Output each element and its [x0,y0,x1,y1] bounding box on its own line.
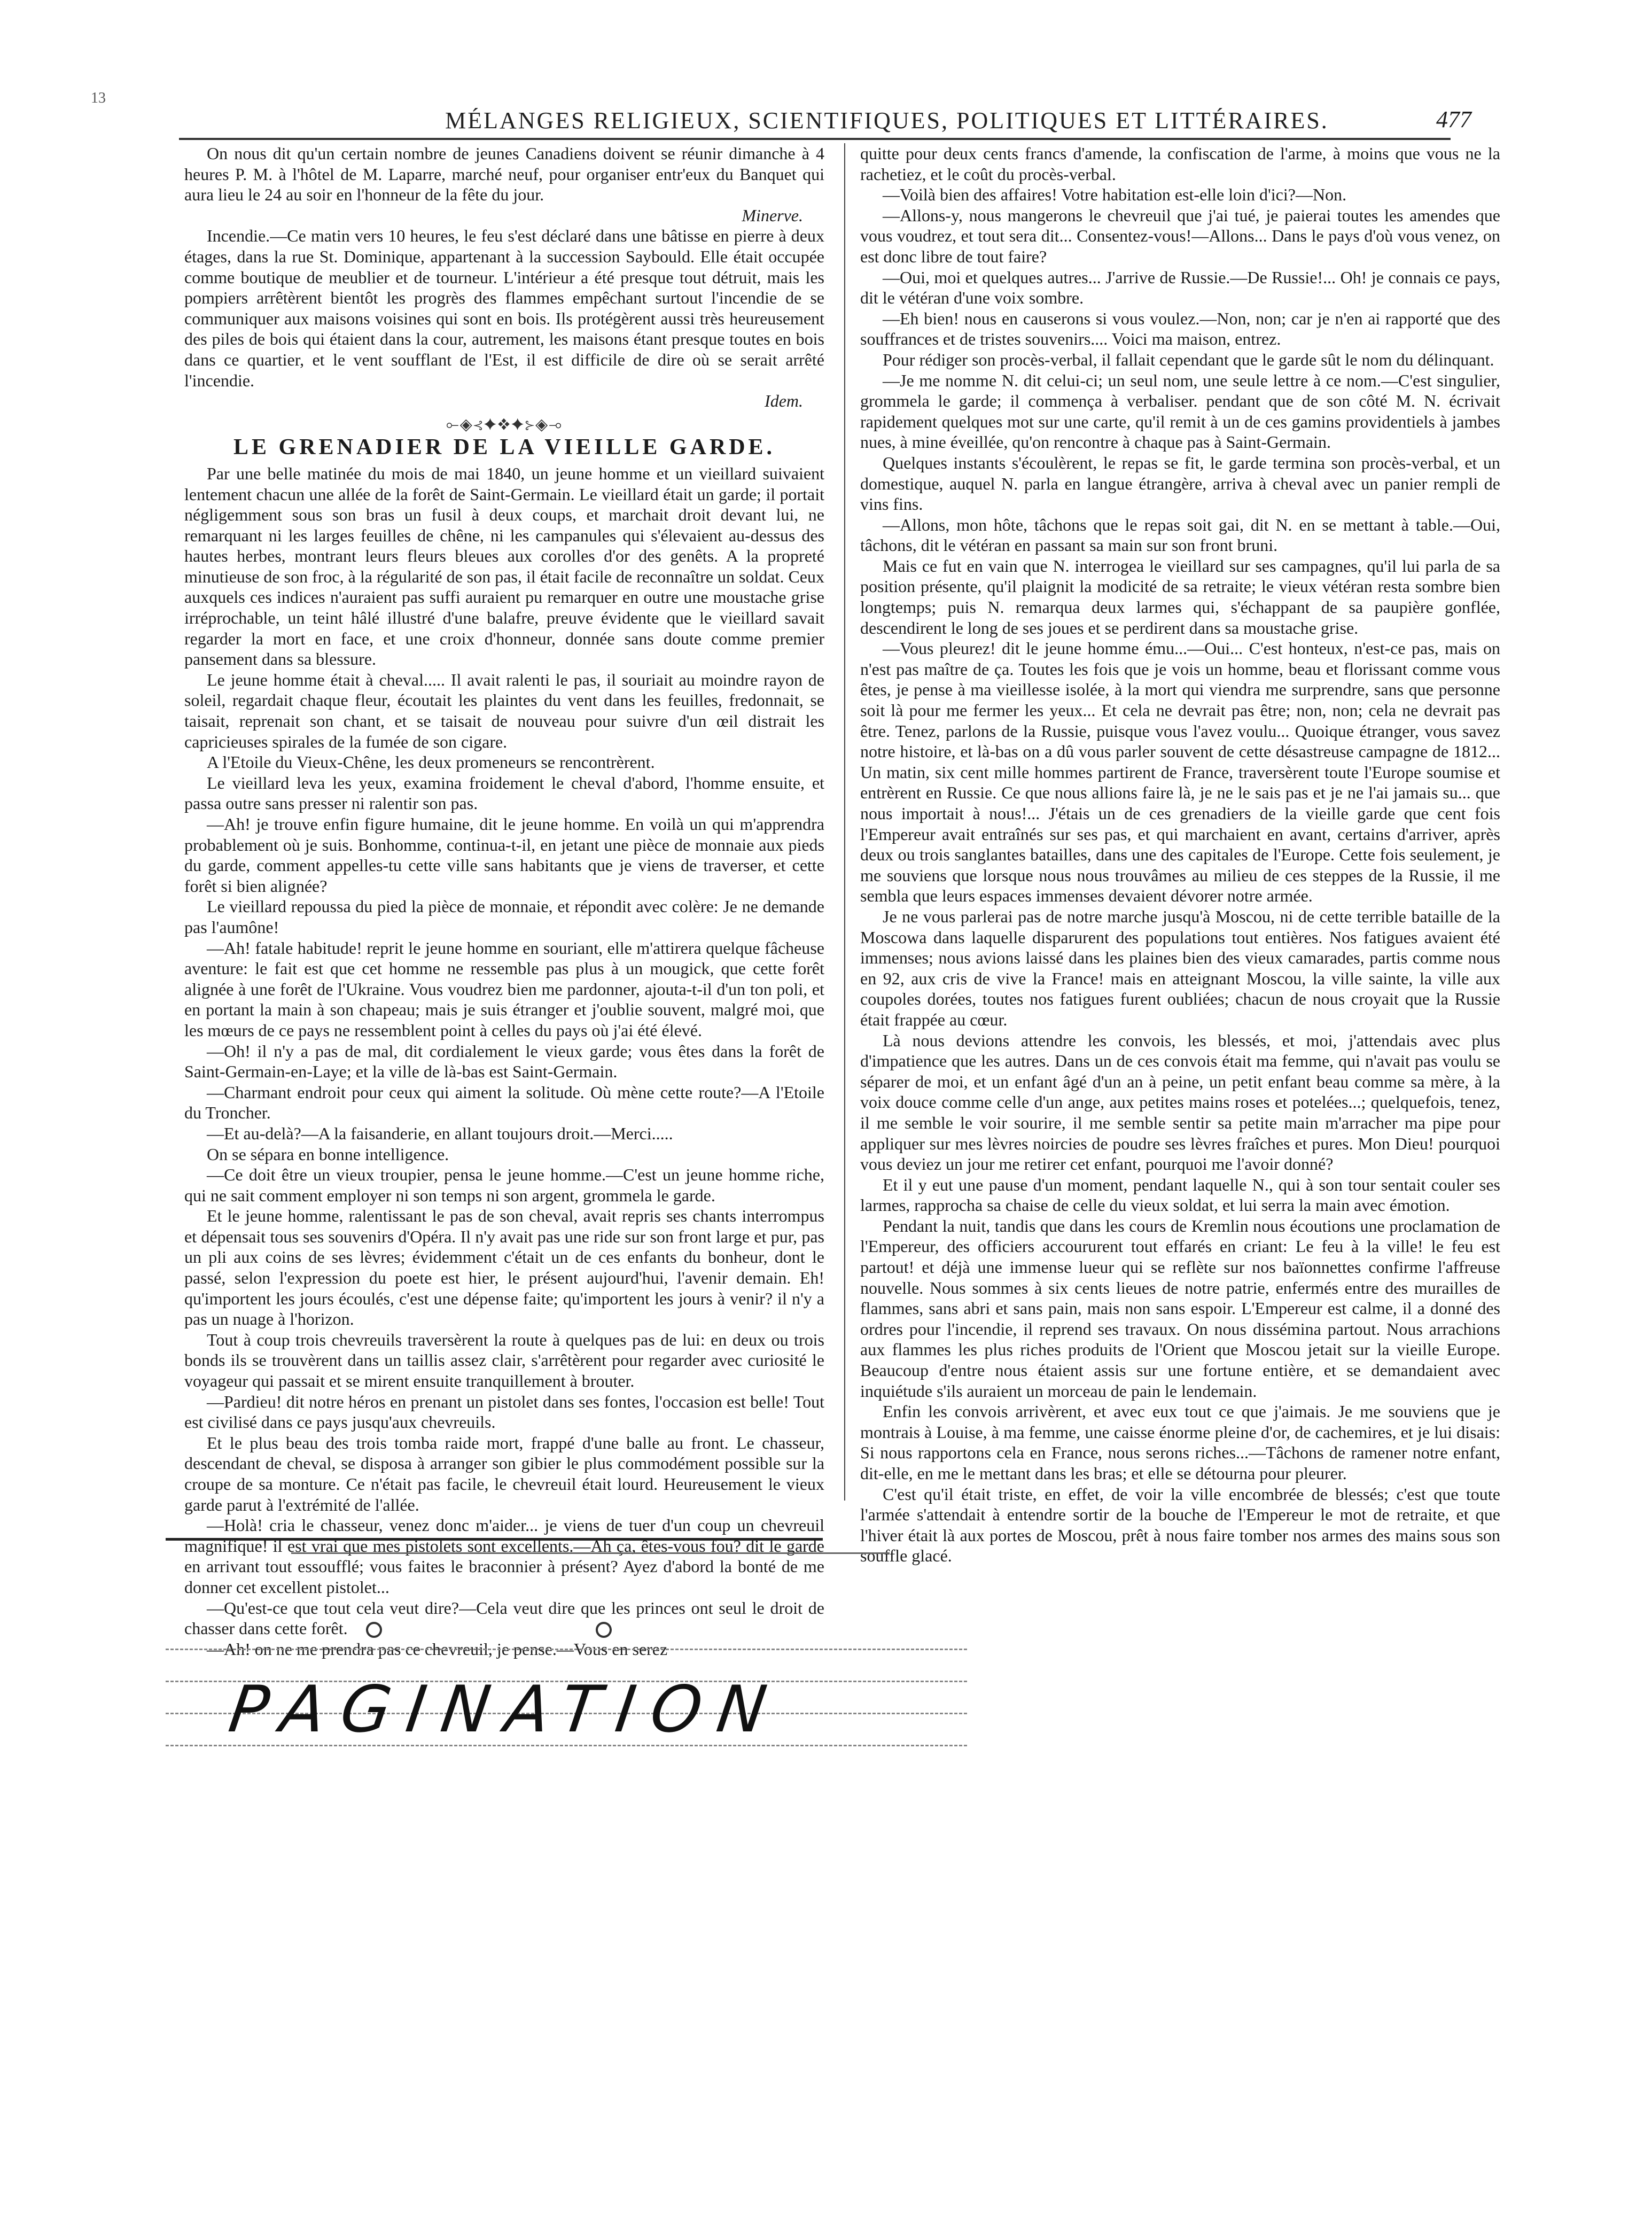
stamp-circle-left [366,1622,382,1638]
footer-rule [166,1538,823,1541]
article-paragraph: Et il y eut une pause d'un moment, pendant laquelle N., qui à son tour sentait couler ses larmes, rapprocha sa chaise de celle du vieux soldat, et lui serra la main avec émotion. [860,1175,1500,1215]
article-paragraph: A l'Etoile du Vieux-Chêne, les deux promeneurs se rencontrèrent. [207,752,655,772]
article-paragraph: quitte pour deux cents francs d'amende, la confiscation de l'arme, à moins que vous ne la rachetiez, et le coût du procès-verbal. [860,144,1500,184]
article-paragraph: Le jeune homme était à cheval..... Il avait ralenti le pas, il souriait au moindre rayon de soleil, regardait chaque fleur, écoutait les plaintes du vent dans les feuilles, fredonnait, se taisait, reprenait son chant, et se taisait de nouveau pour suivre d'un œil distrait les capricieuses spirales de la fumée de son cigare. [184,670,824,751]
article-paragraph: Par une belle matinée du mois de mai 1840, un jeune homme et un vieillard suivaient lentement chacun une allée de la forêt de Saint-Germain. Le vieillard était un garde; il portait négligemment sous son bras un fusil à deux coups, et marchait droit devant lui, ne remarquant ni les larges feuilles de chêne, ni les campanules qui s'élevaient au-dessus des hautes herbes, montrant leurs fleurs bleues aux corolles d'or des genêts. A la propreté minutieuse de son froc, à la régularité de son pas, il était facile de reconnaître un soldat. Ceux auxquels ces indices n'auraient pas suffi auraient pu remarquer en outre une moustache grise irréprochable, un teint hâlé illustré d'une balafre, preuve évidente que le vieillard savait regarder la mort en face, et une croix d'honneur, donnée sans doute comme premier pansement dans sa blessure. [184,463,824,669]
article-paragraph: Là nous devions attendre les convois, les blessés, et moi, j'attendais avec plus d'impatience que les autres. Dans un de ces convois était ma femme, qui n'avait pas voulu se séparer de moi, et un enfant âgé d'un an à peine, un petit enfant beau comme sa mère, à la voix douce comme celle d'un ange, aux petites mains roses et potelées...; quelquefois, tenez, il me semble le voir sourire, il me semble sentir sa petite main m'arracher ma pipe pour appliquer sur mes lèvres noircies de poudre ses lèvres fraîches et pures. Mon Dieu! pourquoi vous deviez un jour me retirer cet enfant, pourquoi me l'avoir donné? [860,1030,1500,1174]
page-number: 477 [1436,106,1471,133]
header-rule [179,138,1451,140]
article-paragraph: —Allons, mon hôte, tâchons que le repas soit gai, dit N. en se mettant à table.—Oui, tâchons, dit le vétéran en passant sa main sur son front bruni. [860,515,1500,555]
article-paragraph: —Holà! cria le chasseur, venez donc m'aider... je viens de tuer d'un coup un chevreuil magnifique! il est vrai que mes pistolets sont excellents.—Ah ça, êtes-vous fou? dit le garde en arrivant tout essoufflé; vous faites le braconnier à présent? Ayez d'abord la bonté de me donner cet excellent pistolet... [184,1515,824,1597]
article-paragraph: —Ah! fatale habitude! reprit le jeune homme en souriant, elle m'attirera quelque fâcheuse aventure: le fait est que cet homme ne ressemble pas plus à un mougick, que cette forêt alignée à une forêt de l'Ukraine. Vous voudrez bien me pardonner, ajouta-t-il d'un ton poli, et en portant la main à son chapeau; mais je suis étranger et j'oublie souvent, malgré moi, que les mœurs de ce pays ne ressemblent point à celles du pays où j'ai été élevé. [184,938,824,1040]
notice-banquet: On nous dit qu'un certain nombre de jeunes Canadiens doivent se réunir dimanche à 4 heures P. M. à l'hôtel de M. Laparre, marché neuf, pour organiser entr'eux du Banquet qui aura lieu le 24 au soir en l'honneur de la fête du jour. [184,144,824,205]
article-paragraph: —Ce doit être un vieux troupier, pensa le jeune homme.—C'est un jeune homme riche, qui ne sait comment employer ni son temps ni son argent, grommela le garde. [184,1165,824,1205]
running-header: MÉLANGES RELIGIEUX, SCIENTIFIQUES, POLITIQUES ET LITTÉRAIRES. [445,107,1329,134]
notice-signature-idem: Idem. [765,391,803,411]
article-paragraph: —Oui, moi et quelques autres... J'arrive de Russie.—De Russie!... Oh! je connais ce pays, dit le vétéran d'une voix sombre. [860,267,1500,308]
article-paragraph: C'est qu'il était triste, en effet, de voir la ville encombrée de blessés; c'est que toute l'armée s'attendait à entendre sortir de la bouche de l'Empereur le mot de retraite, et que l'hiver était là aux portes de Moscou, prêt à nous faire tomber nos armes des mains sous son souffle glacé. [860,1484,1500,1566]
article-paragraph: —Charmant endroit pour ceux qui aiment la solitude. Où mène cette route?—A l'Etoile du Troncher. [184,1082,824,1123]
article-paragraph: Pour rédiger son procès-verbal, il fallait cependant que le garde sût le nom du délinquant. [883,349,1494,369]
article-paragraph: Le vieillard leva les yeux, examina froidement le cheval d'abord, l'homme ensuite, et passa outre sans presser ni ralentir son pas. [184,773,824,813]
article-paragraph: —Ah! on ne me prendra pas ce chevreuil, je pense.—Vous en serez [207,1639,668,1659]
notice-incendie: Incendie.—Ce matin vers 10 heures, le feu s'est déclaré dans une bâtisse en pierre à deux étages, dans la rue St. Dominique, appartenant à la succession Saybould. Elle était occupée comme boutique de meublier et de tourneur. L'intérieur a été presque tout détruit, mais les pompiers arrêtèrent bientôt les progrès des flammes empêchant surtout l'incendie de se communiquer aux maisons voisines qui sont en bois. Ils protégèrent aussi très heureusement des piles de bois qui étaient dans la cour, autrement, les maisons étant presque toutes en bois dans ce quartier, et le vent soufflant de l'Est, il est difficile de dire où se serait arrêté l'incendie. [184,226,824,390]
footer-rule-secondary [291,1552,890,1554]
ornament-divider: ⟜◈⊰✦❖✦⊱◈⊸ [446,415,563,433]
article-paragraph: —Ah! je trouve enfin figure humaine, dit le jeune homme. En voilà un qui m'apprendra probablement où je suis. Bonhomme, continua-t-il, en jetant une pièce de monnaie aux pieds du garde, comment appelles-tu cette ville sans habitants que je viens de traverser, et cette forêt si bien alignée? [184,814,824,896]
corner-mark: 13 [91,90,106,106]
left-column [184,143,824,1659]
article-paragraph: On se sépara en bonne intelligence. [207,1144,449,1164]
article-paragraph: Tout à coup trois chevreuils traversèrent la route à quelques pas de lui: en deux ou trois bonds ils se trouvèrent dans un taillis assez clair, s'arrêtèrent pour regarder avec curiosité le voyageur qui passait et se mirent ensuite tranquillement à brouter. [184,1330,824,1391]
stamp-circle-right [596,1622,612,1638]
article-paragraph: —Et au-delà?—A la faisanderie, en allant toujours droit.—Merci..... [207,1123,673,1143]
article-paragraph: Pendant la nuit, tandis que dans les cours de Kremlin nous écoutions une proclamation de l'Empereur, des officiers accoururent tout effarés en criant: Le feu à la ville! le feu est partout! et déjà une immense lueur qui se reflète sur nos baïonnettes confirme l'affreuse nouvelle. Nous sommes à six cents lieues de notre patrie, enfermés entre des murailles de flammes, sans abri et sans pain, mais non sans espoir. L'Empereur est calme, il a donné des ordres pour l'incendie, il reprend ses travaux. On nous dissémina partout. Nous arrachions aux flammes les plus riches produits de l'Orient que Moscou jetait sur la vieille Europe. Beaucoup d'entre nous étaient assis sur une fortune entière, et se demandaient avec inquiétude s'ils auraient un morceau de pain le lendemain. [860,1216,1500,1401]
article-paragraph: —Pardieu! dit notre héros en prenant un pistolet dans ses fontes, l'occasion est belle! Tout est civilisé dans ce pays jusqu'aux chevreuils. [184,1392,824,1432]
article-title: LE GRENADIER DE LA VIEILLE GARDE. [233,435,776,460]
article-paragraph: —Voilà bien des affaires! Votre habitation est-elle loin d'ici?—Non. [883,185,1347,205]
article-paragraph: —Oh! il n'y a pas de mal, dit cordialement le vieux garde; vous êtes dans la forêt de Saint-Germain-en-Laye; et la ville de là-bas est Saint-Germain. [184,1041,824,1082]
article-paragraph: —Qu'est-ce que tout cela veut dire?—Cela veut dire que les princes ont seul le droit de chasser dans cette forêt. [184,1598,824,1638]
article-paragraph: —Je me nomme N. dit celui-ci; un seul nom, une seule lettre à ce nom.—C'est singulier, grommela le garde; il commença à verbaliser. pendant que de son côté M. N. écrivait rapidement quelques mot sur une carte, qu'il remit à un de ces gamins providentiels à jambes nues, à mine éveillée, qu'on rencontre à chaque pas à Saint-Germain. [860,370,1500,452]
article-paragraph: Quelques instants s'écoulèrent, le repas se fit, le garde termina son procès-verbal, et un domestique, auquel N. parla en langue étrangère, arriva à cheval avec un panier rempli de vins fins. [860,453,1500,514]
article-paragraph: Et le plus beau des trois tomba raide mort, frappé d'une balle au front. Le chasseur, descendant de cheval, se disposa à arranger son gibier le plus commodément possible sur la croupe de sa monture. Ce n'était pas facile, le chevreuil était lourd. Heureusement le vieux garde parut à l'extrémité de l'allée. [184,1433,824,1514]
article-paragraph: —Allons-y, nous mangerons le chevreuil que j'ai tué, je paierai toutes les amendes que vous voudrez, et tout sera dit... Consentez-vous!—Allons... Dans le pays d'où vous venez, on est donc libre de tout faire? [860,205,1500,266]
column-divider [844,143,845,1501]
article-paragraph: —Eh bien! nous en causerons si vous voulez.—Non, non; car je n'en ai rapporté que des souffrances et de tristes souvenirs.... Voici ma maison, entrez. [860,308,1500,349]
article-paragraph: Et le jeune homme, ralentissant le pas de son cheval, avait repris ses chants interrompus et dépensait tous ses souvenirs d'Opéra. Il n'y avait pas une ride sur son front large et pur, pas un pli aux coins de ses lèvres; évidemment c'était un de ces enfants du bonheur, dont le passé, selon l'expression du poete est hier, le présent aujourd'hui, l'avenir demain. Eh! qu'importent les jours écoulés, c'est une dépense faite; qu'importent les jours à venir? il n'y a pas un nuage à l'horizon. [184,1206,824,1329]
pagination-stamp-text: PAGINATION [224,1673,787,1747]
article-paragraph: Mais ce fut en vain que N. interrogea le vieillard sur ses campagnes, qu'il lui parla de sa position présente, qu'il plaignit la modicité de sa retraite; le vieux vétéran resta sombre bien longtemps; puis N. remarqua deux larmes qui, s'échappant de sa paupière gonflée, descendirent le long de ses joues et se perdirent dans sa moustache grise. [860,556,1500,638]
article-paragraph: Enfin les convois arrivèrent, et avec eux tout ce que j'aimais. Je me souviens que je montrais à Louise, à ma femme, une caisse énorme pleine d'or, de cachemires, et je lui disais: Si nous rapportons cela en France, nous serons riches...—Tâchons de ramener notre enfant, dit-elle, en me le mettant dans les bras; et elle se détourna pour pleurer. [860,1402,1500,1483]
article-paragraph: —Vous pleurez! dit le jeune homme ému...—Oui... C'est honteux, n'est-ce pas, mais on n'est pas maître de ça. Toutes les fois que je vois un homme, beau et florissant comme vous êtes, je pense à ma vieillesse isolée, à la mort qui viendra me surprendre, sans que personne soit là pour me fermer les yeux... Et cela ne devrait pas être; non, non; cela ne devrait pas être. Tenez, parlons de la Russie, puisque vous l'avez voulu... Quoique étranger, vous savez notre histoire, et là-bas on a dû vous parler souvent de cette désastreuse campagne de 1812... Un matin, six cent mille hommes partirent de France, traversèrent toute l'Europe soumise et entrèrent en Russie. Ce que nous allions faire là, je ne le sais pas et je ne l'ai jamais su... que nous importait à nous!... J'étais un de ces grenadiers de la vieille garde que cent fois l'Empereur avait entraînés sur ses pas, et qui marchaient en avant, certains d'arriver, après deux ou trois sanglantes batailles, dans une des capitales de l'Europe. Cette fois seulement, je me souviens que lorsque nous nous trouvâmes au milieu de ces steppes de la Russie, il me sembla que leurs espaces immenses devaient dévorer notre armée. [860,639,1500,906]
stamp-dashed-line [166,1649,967,1650]
article-paragraph: Je ne vous parlerai pas de notre marche jusqu'à Moscou, ni de cette terrible bataille de la Moscowa dans laquelle disparurent des populations tout entières. Nos fatigues avaient été immenses; nous avions laissé dans les plaines bien des vieux camarades, partis comme nous en 92, aux cris de vive la France! mais en atteignant Moscou, la ville sainte, la ville aux coupoles dorées, toutes nos fatigues furent oubliées; chacun de nous croyait que la Russie était frappée au cœur. [860,906,1500,1029]
article-paragraph: Le vieillard repoussa du pied la pièce de monnaie, et répondit avec colère: Je ne demande pas l'aumône! [184,897,824,937]
notice-signature-minerve: Minerve. [742,205,803,225]
right-column [860,143,1500,1566]
pagination-stamp [166,1622,967,1750]
